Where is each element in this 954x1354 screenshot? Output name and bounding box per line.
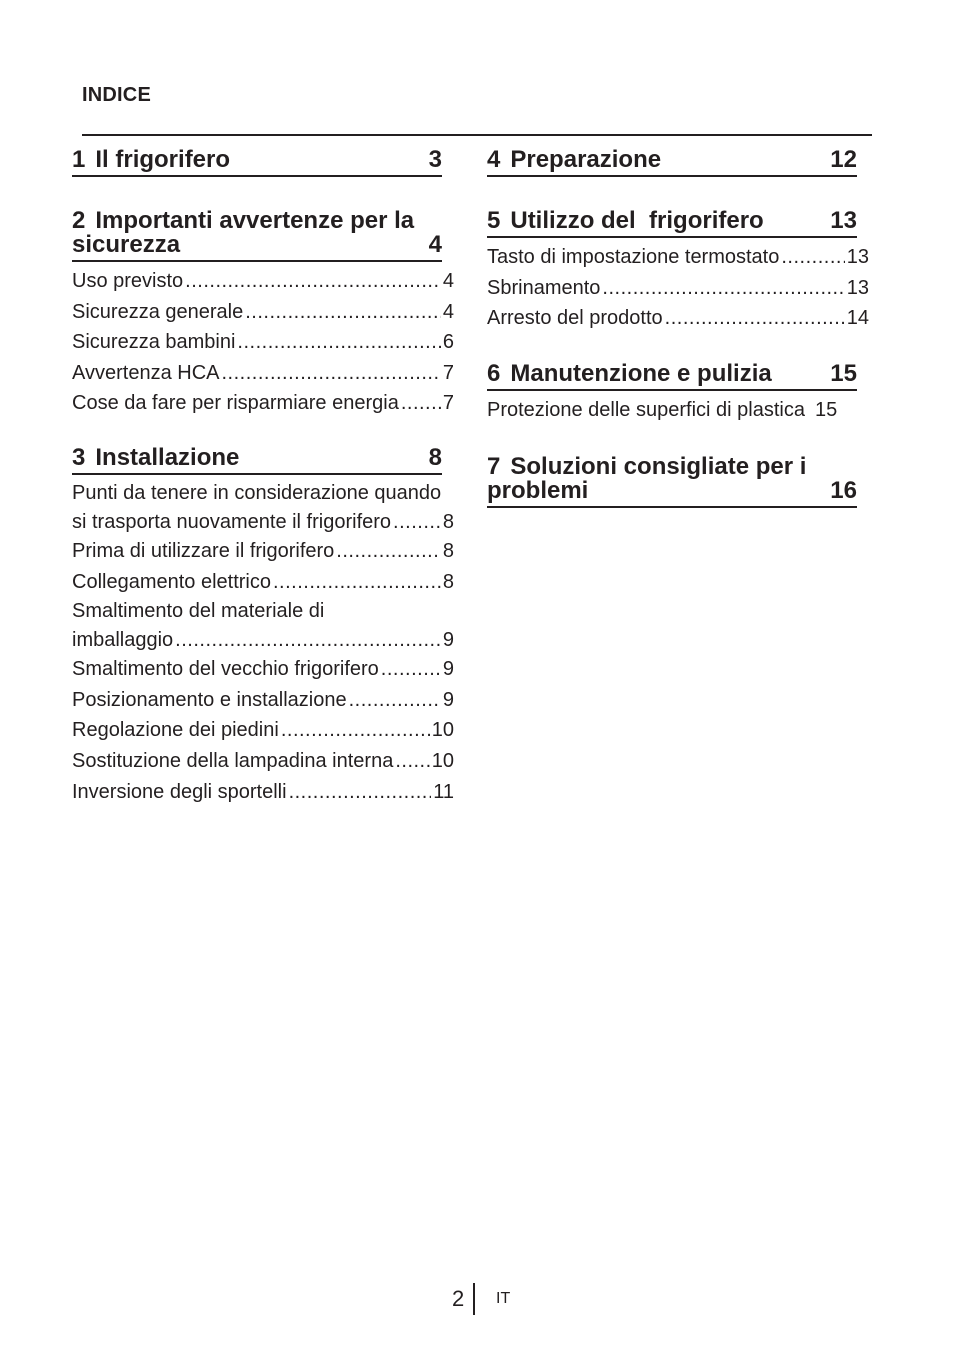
footer-language: IT bbox=[496, 1290, 511, 1307]
section-number: 6 bbox=[487, 360, 501, 387]
section-title: Il frigorifero bbox=[95, 146, 231, 173]
section-number: 2 bbox=[72, 207, 86, 234]
toc-entry[interactable]: Sostituzione della lampadina interna ..... 10 bbox=[72, 746, 454, 777]
section-title-line1: Soluzioni consigliate per i bbox=[510, 453, 807, 480]
section-heading[interactable] bbox=[487, 362, 857, 391]
section-page: 15 bbox=[830, 360, 857, 387]
toc-section-6 bbox=[487, 362, 857, 426]
section-title-line2: sicurezza bbox=[72, 231, 181, 258]
section-entries bbox=[487, 395, 869, 426]
section-page: 12 bbox=[830, 146, 857, 173]
section-entries bbox=[72, 479, 454, 807]
section-title: Utilizzo del frigorifero bbox=[510, 207, 764, 234]
toc-entry[interactable]: Collegamento elettrico ..... 8 bbox=[72, 567, 454, 598]
toc-entry[interactable]: Regolazione dei piedini ..... 10 bbox=[72, 715, 454, 746]
section-number: 1 bbox=[72, 146, 86, 173]
toc-entry[interactable]: Posizionamento e installazione ..... 9 bbox=[72, 685, 454, 716]
toc-entry[interactable]: Tasto di impostazione termostato ..... 13 bbox=[487, 242, 869, 273]
section-page: 4 bbox=[428, 231, 442, 258]
section-heading bbox=[487, 455, 857, 508]
toc-entry[interactable]: Cose da fare per risparmiare energia ..... 7 bbox=[72, 388, 454, 419]
section-heading[interactable] bbox=[487, 209, 857, 238]
section-page: 3 bbox=[428, 146, 442, 173]
toc-entry[interactable]: Inversione degli sportelli ..... 11 bbox=[72, 777, 454, 808]
section-number: 4 bbox=[487, 146, 501, 173]
toc-entry[interactable]: Uso previsto ..... 4 bbox=[72, 266, 454, 297]
toc-entry[interactable]: Sicurezza bambini ..... 6 bbox=[72, 327, 454, 358]
section-number: 3 bbox=[72, 444, 86, 471]
section-title: Manutenzione e pulizia bbox=[510, 360, 772, 387]
footer-page-number: 2 bbox=[452, 1286, 465, 1311]
section-heading[interactable] bbox=[72, 446, 442, 475]
section-title-line1: Importanti avvertenze per la bbox=[95, 207, 415, 234]
section-heading bbox=[487, 148, 857, 177]
toc-section-3 bbox=[72, 444, 454, 807]
toc-entry[interactable]: Sicurezza generale ..... 4 bbox=[72, 297, 454, 328]
toc-entry[interactable]: Prima di utilizzare il frigorifero ..... 8 bbox=[72, 536, 454, 567]
toc-section-4[interactable] bbox=[487, 148, 857, 177]
section-title: Preparazione bbox=[510, 146, 662, 173]
section-heading[interactable] bbox=[72, 209, 442, 262]
toc-entry[interactable]: Smaltimento del vecchio frigorifero ..... 9 bbox=[72, 654, 454, 685]
toc-section-2 bbox=[72, 207, 454, 419]
toc-section-1[interactable] bbox=[72, 148, 442, 177]
toc-section-7[interactable] bbox=[487, 455, 857, 508]
toc-section-5 bbox=[487, 207, 869, 334]
section-title-line2: problemi bbox=[487, 477, 589, 504]
toc-entry[interactable]: Protezione delle superfici di plastica 15 bbox=[487, 399, 838, 421]
section-title: Installazione bbox=[95, 444, 240, 471]
index-heading: INDICE bbox=[82, 84, 151, 106]
section-entries bbox=[487, 242, 869, 334]
section-number: 5 bbox=[487, 207, 501, 234]
toc-entry[interactable]: Arresto del prodotto ..... 14 bbox=[487, 303, 869, 334]
toc-entry[interactable]: Smaltimento del materiale di imballaggio ..... 9 bbox=[72, 597, 454, 654]
section-heading bbox=[72, 148, 442, 177]
section-number: 7 bbox=[487, 453, 501, 480]
section-page: 16 bbox=[830, 477, 857, 504]
section-entries bbox=[72, 266, 454, 419]
toc-entry[interactable]: Avvertenza HCA ..... 7 bbox=[72, 358, 454, 389]
top-divider bbox=[82, 134, 872, 136]
footer-divider bbox=[473, 1283, 475, 1315]
section-page: 8 bbox=[428, 444, 442, 471]
section-page: 13 bbox=[830, 207, 857, 234]
toc-entry[interactable]: Sbrinamento ..... 13 bbox=[487, 273, 869, 304]
toc-entry[interactable]: Punti da tenere in considerazione quando si trasporta nuovamente il frigorifero ..... 8 bbox=[72, 479, 454, 536]
